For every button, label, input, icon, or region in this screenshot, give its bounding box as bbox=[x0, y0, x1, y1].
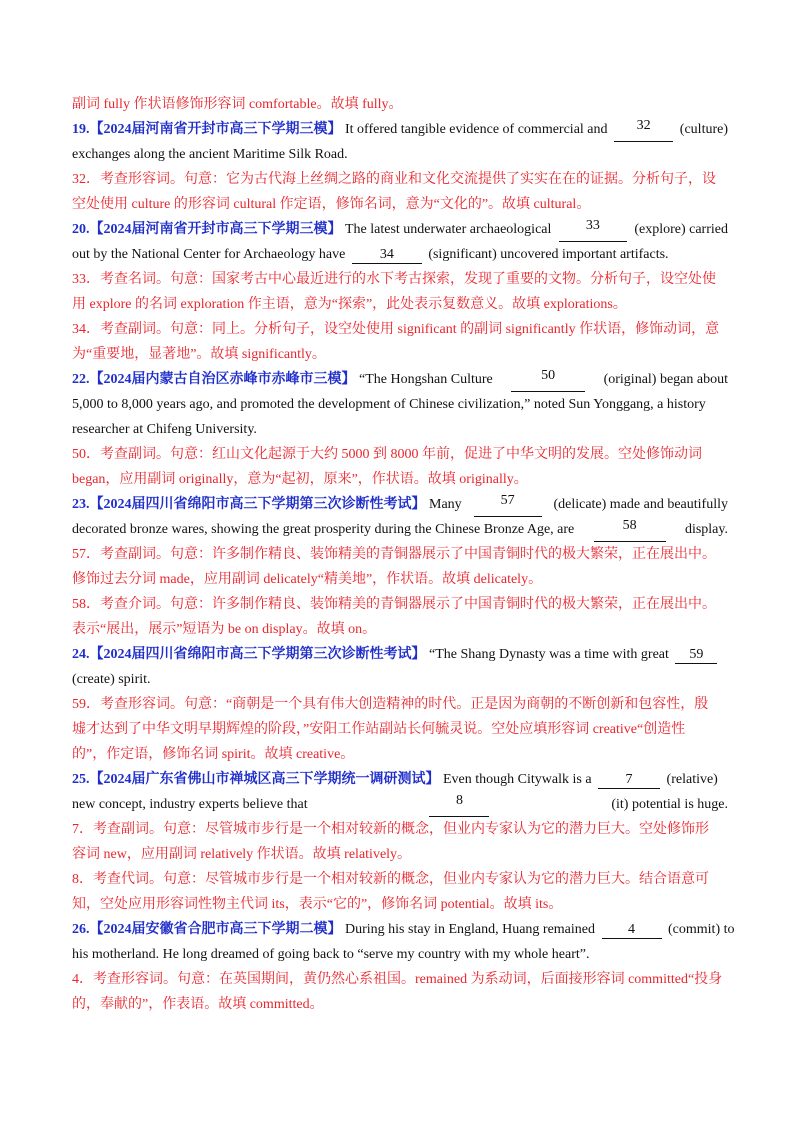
question-number: 26. bbox=[72, 922, 90, 937]
answer-explanation-line: 58．考查介词。句意：许多制作精良、装饰精美的青铜器展示了中国青铜时代的极大繁荣，正在展出中。 bbox=[72, 597, 716, 612]
question-text: The latest underwater archaeological bbox=[341, 222, 555, 237]
answer-explanation-line: 7．考查副词。句意：尽管城市步行是一个相对较新的概念，但业内专家认为它的潜力巨大。空处修饰形 bbox=[72, 822, 709, 837]
question-number: 23. bbox=[72, 497, 90, 512]
question-number: 19. bbox=[72, 122, 90, 137]
answer-blank: 34 bbox=[352, 246, 422, 264]
question-segment bbox=[72, 492, 465, 517]
answer-explanation-line: 50．考查副词。句意：红山文化起源于大约 5000 到 8000 年前，促进了中华文明的发展。空处修饰动词 bbox=[72, 447, 702, 462]
question-line bbox=[72, 517, 728, 542]
answer-explanation-line: began，应用副词 originally，意为“起初，原来”，作状语。故填 originally。 bbox=[72, 472, 528, 487]
worksheet-page bbox=[72, 92, 735, 1017]
answer-blank: 32 bbox=[614, 117, 673, 142]
question-line bbox=[72, 117, 728, 142]
question-text: (significant) uncovered important artifacts. bbox=[424, 247, 669, 262]
question-text: (it) potential is huge. bbox=[607, 797, 728, 812]
answer-blank: 58 bbox=[594, 517, 666, 542]
question-text: (original) began about bbox=[600, 372, 728, 387]
question-segment bbox=[72, 367, 496, 392]
answer-blank: 8 bbox=[429, 792, 489, 817]
question-line bbox=[72, 492, 728, 517]
question-line bbox=[72, 642, 728, 667]
question-text: (relative) bbox=[663, 772, 718, 787]
question-line bbox=[72, 917, 735, 942]
answer-explanation-line: 为“重要地，显著地”。故填 significantly。 bbox=[72, 347, 326, 362]
answer-explanation-line: 用 explore 的名词 exploration 作主语，意为“探索”，此处表示复数意义。故填 explorations。 bbox=[72, 297, 627, 312]
question-number: 25. bbox=[72, 772, 90, 787]
question-line bbox=[72, 392, 728, 417]
answer-explanation-line: 34．考查副词。句意：同上。分析句子，设空处使用 significant 的副词 significantly 作状语，修饰动词，意 bbox=[72, 322, 720, 337]
answer-explanation-line: 表示“展出，展示”短语为 be on display。故填 on。 bbox=[72, 622, 377, 637]
question-text: (delicate) made and beautifully bbox=[549, 497, 728, 512]
answer-explanation-line: 副词 fully 作状语修饰形容词 comfortable。故填 fully。 bbox=[72, 97, 403, 112]
answer-explanation-line: 墟才达到了中华文明早期辉煌的阶段，”安阳工作站副站长何毓灵说。空处应填形容词 creative“创造性 bbox=[72, 722, 686, 737]
question-text: During his stay in England, Huang remained bbox=[341, 922, 599, 937]
question-segment bbox=[72, 217, 555, 242]
question-line bbox=[72, 792, 728, 817]
question-number: 22. bbox=[72, 372, 90, 387]
answer-explanation-line: 的”，作定语，修饰名词 spirit。故填 creative。 bbox=[72, 747, 355, 762]
question-text: It offered tangible evidence of commercial and bbox=[341, 122, 612, 137]
question-text: decorated bronze wares, showing the great prosperity during the Chinese Bronze Age, are bbox=[72, 522, 578, 537]
question-text: exchanges along the ancient Maritime Silk Road. bbox=[72, 147, 348, 162]
question-number: 20. bbox=[72, 222, 90, 237]
question-line bbox=[72, 242, 728, 267]
question-source: 【2024届安徽省合肥市高三下学期二模】 bbox=[89, 922, 342, 937]
question-text: display. bbox=[681, 522, 728, 537]
answer-explanation-line: 知，空处应用形容词性物主代词 its，表示“它的”，修饰名词 potential。故填 its。 bbox=[72, 897, 563, 912]
question-text: his motherland. He long dreamed of going back to “serve my country with my whole heart”. bbox=[72, 947, 590, 962]
answer-blank: 7 bbox=[598, 771, 660, 789]
question-text: (explore) carried bbox=[630, 222, 728, 237]
answer-explanation-line: 的，奉献的”，作表语。故填 committed。 bbox=[72, 997, 324, 1012]
answer-blank: 4 bbox=[602, 921, 662, 939]
question-segment bbox=[72, 392, 706, 417]
question-segment bbox=[72, 517, 578, 542]
question-text: 5,000 to 8,000 years ago, and promoted the development of Chinese civilization,” noted Sun Yonggang, a history bbox=[72, 397, 706, 412]
question-segment bbox=[72, 792, 311, 817]
question-header bbox=[72, 222, 342, 237]
answer-explanation-line: 空处使用 culture 的形容词 cultural 作定语，修饰名词，意为“文化的”。故填 cultural。 bbox=[72, 197, 591, 212]
answer-explanation-line: 8．考查代词。句意：尽管城市步行是一个相对较新的概念，但业内专家认为它的潜力巨大。结合语意可 bbox=[72, 872, 709, 887]
answer-explanation-line: 32．考查形容词。句意：它为古代海上丝绸之路的商业和文化交流提供了实实在在的证据。分析句子，设 bbox=[72, 172, 716, 187]
answer-explanation-line: 33．考查名词。句意：国家考古中心最近进行的水下考古探索，发现了重要的文物。分析句子，设空处使 bbox=[72, 272, 716, 287]
answer-explanation-line: 修饰过去分词 made，应用副词 delicately“精美地”，作状语。故填 delicately。 bbox=[72, 572, 543, 587]
question-line bbox=[72, 667, 728, 692]
question-text: Even though Citywalk is a bbox=[439, 772, 596, 787]
question-line bbox=[72, 142, 728, 167]
answer-explanation-line: 59．考查形容词。句意：“商朝是一个具有伟大创造精神的时代。正是因为商朝的不断创新和包容性，殷 bbox=[72, 697, 709, 712]
question-text: out by the National Center for Archaeology have bbox=[72, 247, 349, 262]
question-text: (culture) bbox=[676, 122, 728, 137]
question-source: 【2024届四川省绵阳市高三下学期第三次诊断性考试】 bbox=[89, 497, 426, 512]
question-source: 【2024届内蒙古自治区赤峰市赤峰市三模】 bbox=[89, 372, 356, 387]
question-line bbox=[72, 942, 728, 967]
question-text: researcher at Chifeng University. bbox=[72, 422, 257, 437]
question-line bbox=[72, 367, 728, 392]
answer-blank: 50 bbox=[511, 367, 585, 392]
question-header bbox=[72, 497, 426, 512]
question-header bbox=[72, 647, 426, 662]
question-header bbox=[72, 122, 342, 137]
question-line bbox=[72, 767, 728, 792]
question-text: (commit) to bbox=[664, 922, 735, 937]
answer-blank: 57 bbox=[474, 492, 542, 517]
question-text: new concept, industry experts believe that bbox=[72, 797, 312, 812]
question-segment bbox=[72, 117, 611, 142]
question-number: 24. bbox=[72, 647, 90, 662]
question-header bbox=[72, 922, 342, 937]
answer-blank: 59 bbox=[675, 646, 717, 664]
question-line bbox=[72, 217, 728, 242]
question-text: “The Shang Dynasty was a time with great bbox=[425, 647, 673, 662]
question-source: 【2024届广东省佛山市禅城区高三下学期统一调研测试】 bbox=[89, 772, 440, 787]
question-source: 【2024届河南省开封市高三下学期三模】 bbox=[89, 122, 342, 137]
question-source: 【2024届四川省绵阳市高三下学期第三次诊断性考试】 bbox=[89, 647, 426, 662]
question-text: “The Hongshan Culture bbox=[355, 372, 497, 387]
question-header bbox=[72, 772, 440, 787]
question-text: Many bbox=[425, 497, 466, 512]
question-source: 【2024届河南省开封市高三下学期三模】 bbox=[89, 222, 342, 237]
answer-explanation-line: 4．考查形容词。句意：在英国期间，黄仍然心系祖国。remained 为系动词，后面接形容词 committed“投身 bbox=[72, 972, 723, 987]
question-header bbox=[72, 372, 356, 387]
answer-blank: 33 bbox=[559, 217, 627, 242]
question-line bbox=[72, 417, 728, 442]
answer-explanation-line: 57．考查副词。句意：许多制作精良、装饰精美的青铜器展示了中国青铜时代的极大繁荣，正在展出中。 bbox=[72, 547, 716, 562]
question-text: (create) spirit. bbox=[72, 672, 151, 687]
answer-explanation-line: 容词 new，应用副词 relatively 作状语。故填 relatively。 bbox=[72, 847, 412, 862]
